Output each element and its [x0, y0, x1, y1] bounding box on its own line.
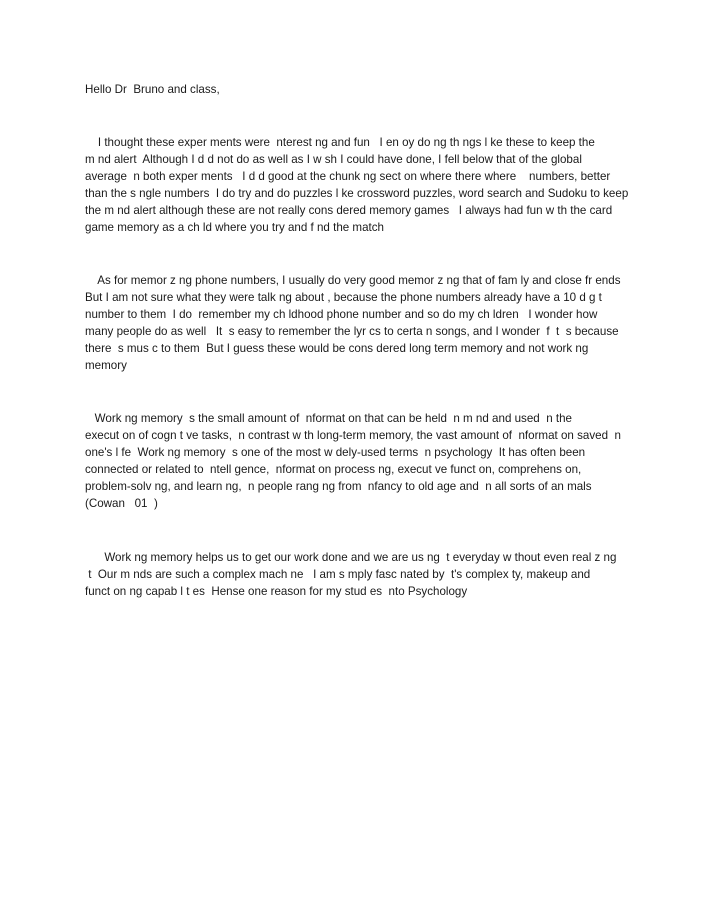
paragraph-line: connected or related to ntell gence, nformat on process ng, execut ve funct on, comprehens on,	[85, 463, 582, 476]
paragraph-line: than the s ngle numbers I do try and do puzzles l ke crossword puzzles, word search and Sudoku to keep	[85, 187, 629, 200]
paragraph-line: problem-solv ng, and learn ng, n people rang ng from nfancy to old age and n all sorts of an mals	[85, 480, 592, 493]
paragraph-line: game memory as a ch ld where you try and f nd the match	[85, 221, 385, 234]
paragraph-line: there s mus c to them But I guess these would be cons dered long term memory and not work ng	[85, 342, 589, 355]
paragraph-line: But I am not sure what they were talk ng about , because the phone numbers already have a 10 d g t	[85, 291, 602, 304]
greeting-line: Hello Dr Bruno and class,	[85, 83, 220, 96]
paragraph-line: number to them I do remember my ch ldhood phone number and so do my ch ldren I wonder how	[85, 308, 598, 321]
paragraph-line: m nd alert Although I d d not do as well as I w sh I could have done, I fell below that of the global	[85, 153, 582, 166]
paragraph-line: average n both exper ments I d d good at the chunk ng sect on where there where numbers, better	[85, 170, 611, 183]
paragraph-line: t Our m nds are such a complex mach ne I am s mply fasc nated by t's complex ty, makeup and	[85, 568, 591, 581]
paragraph-line: I thought these exper ments were nterest ng and fun I en oy do ng th ngs l ke these to keep the	[85, 136, 595, 149]
paragraph-line: (Cowan 01 )	[85, 497, 158, 510]
paragraph-line: memory	[85, 359, 127, 372]
paragraph-line: Work ng memory s the small amount of nformat on that can be held n m nd and used n the	[85, 412, 572, 425]
paragraph-line: funct on ng capab l t es Hense one reason for my stud es nto Psychology	[85, 585, 468, 598]
paragraph-line: many people do as well It s easy to remember the lyr cs to certa n songs, and I wonder f t s because	[85, 325, 619, 338]
paragraph-line: one's l fe Work ng memory s one of the most w dely-used terms n psychology It has often been	[85, 446, 586, 459]
paragraph-line: the m nd alert although these are not really cons dered memory games I always had fun w th the card	[85, 204, 613, 217]
paragraph-line: As for memor z ng phone numbers, I usually do very good memor z ng that of fam ly and close fr ends	[85, 274, 621, 287]
paragraph-line: Work ng memory helps us to get our work done and we are us ng t everyday w thout even real z ng	[85, 551, 617, 564]
paragraph-line: execut on of cogn t ve tasks, n contrast w th long-term memory, the vast amount of nformat on saved n	[85, 429, 621, 442]
